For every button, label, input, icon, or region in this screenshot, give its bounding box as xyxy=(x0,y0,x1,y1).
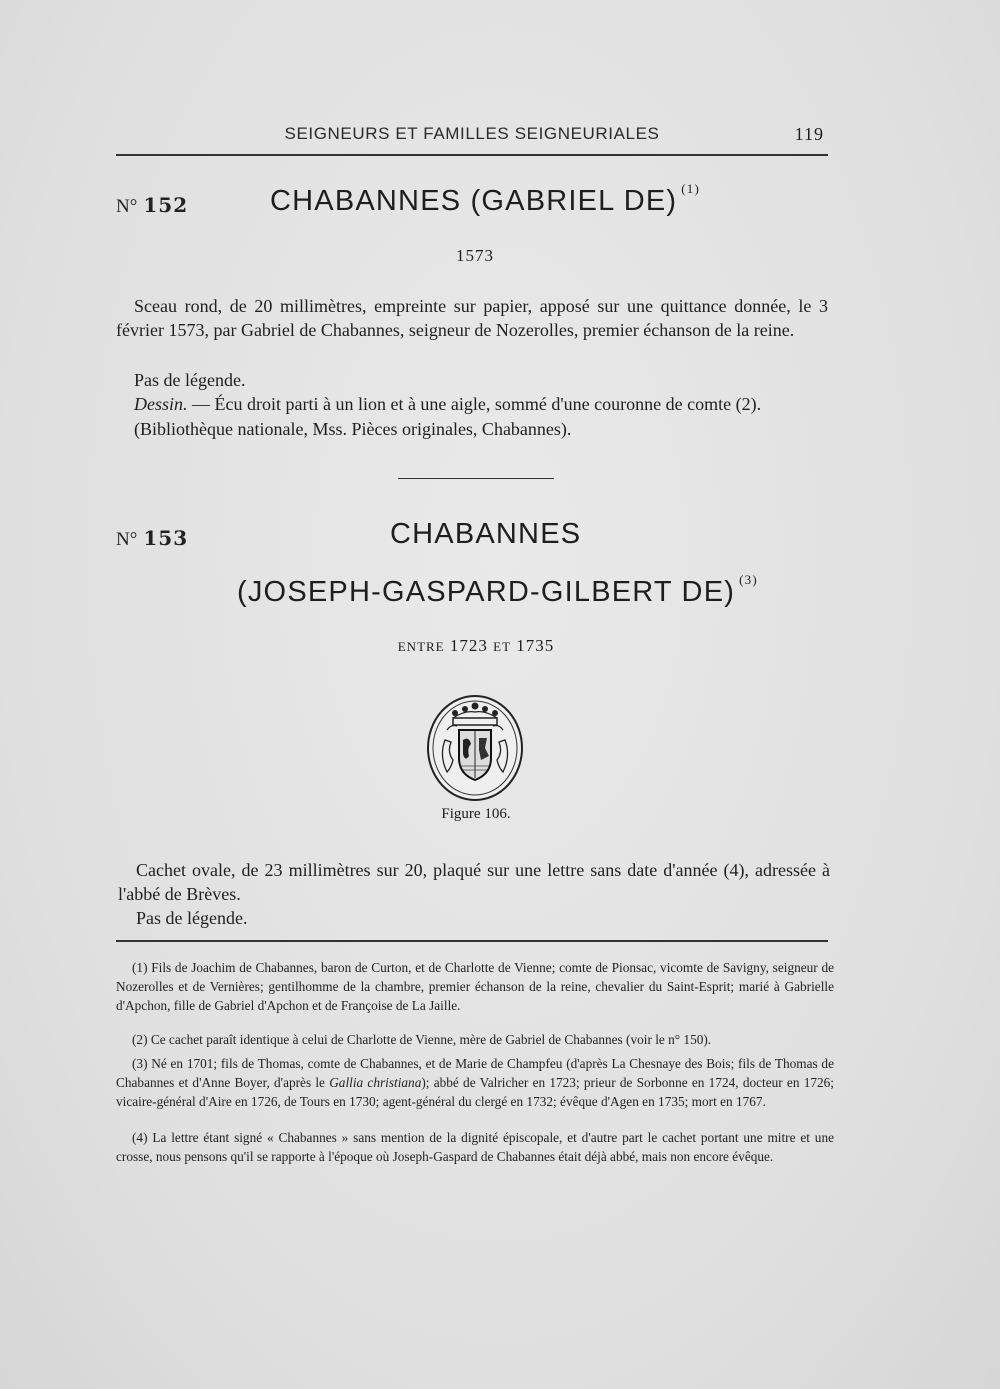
date-middle: ET xyxy=(493,639,512,654)
entry-152-drawing xyxy=(134,392,834,416)
drawing-label: Dessin. xyxy=(134,394,188,414)
shield-icon xyxy=(459,730,491,780)
running-title: SEIGNEURS ET FAMILLES SEIGNEURIALES xyxy=(284,124,660,143)
section-separator xyxy=(398,478,554,479)
footnote-2: (2) Ce cachet paraît identique à celui de Charlotte de Vienne, mère de Gabriel de Chabannes (voir le n° 150). xyxy=(132,1032,712,1047)
entry-152-date: 1573 xyxy=(456,246,494,265)
footnote-3-text-a: (3) Né en 1701; fils de Thomas, comte de Chabannes, et de Marie de Champfeu (d'après La Chesnaye des Bois; fils de Thomas de Chabannes et d'Anne Boyer, d'après le xyxy=(116,1056,834,1090)
entry-number-value: 153 xyxy=(143,526,189,550)
entry-153-legend: Pas de légende. xyxy=(136,908,248,928)
entry-152-description: Sceau rond, de 20 millimètres, empreinte sur papier, apposé sur une quittance donnée, le 3 février 1573, par Gabriel de Chabannes, seigneur de Nozerolles, premier échanson de la reine. xyxy=(116,296,828,340)
seal-figure xyxy=(425,690,525,802)
footnote-3 xyxy=(116,1054,834,1111)
header-rule xyxy=(116,154,828,156)
entry-152-legend: Pas de légende. xyxy=(134,370,246,390)
footnote-3-italic: Gallia christiana xyxy=(329,1075,422,1090)
entry-153-title-line1: CHABANNES xyxy=(390,518,582,550)
entry-153-title-note: (3) xyxy=(739,572,758,587)
entry-153-title-line2 xyxy=(237,572,758,609)
footnote-1: (1) Fils de Joachim de Chabannes, baron de Curton, et de Charlotte de Vienne; comte de Pionsac, vicomte de Savigny, seigneur de Nozerolles et de Vernières; gentilhomme de la chambre, premier échanson de la reine, chevalier du Saint-Esprit; marié à Gabrielle d'Apchon, fille de Gabriel d'Apchon et de Françoise de La Jaille. xyxy=(116,960,834,1013)
drawing-text: — Écu droit parti à un lion et à une aigle, sommé d'une couronne de comte (2). xyxy=(192,394,762,414)
footnotes-rule xyxy=(116,940,828,942)
footnote-3-text-b: ); abbé de Valricher en 1723; prieur de Sorbonne en 1724, docteur en 1726; vicaire-général d'Aire en 1726, de Tours en 1730; agent-général du clergé en 1732; évêque d'Agen en 1735; mort en 1767. xyxy=(116,1075,834,1109)
footnote-4: (4) La lettre étant signé « Chabannes » sans mention de la dignité épiscopale, et d'autre part le cachet portant une mitre et une crosse, nous pensons qu'il se rapporte à l'époque où Joseph-Gaspard de Chabannes était déjà abbé, mais non encore évêque. xyxy=(116,1130,834,1164)
entry-152-number xyxy=(116,193,188,218)
page-number: 119 xyxy=(794,124,824,144)
running-header xyxy=(116,122,828,148)
figure-caption: Figure 106. xyxy=(441,806,511,822)
entry-number-prefix: N° xyxy=(116,529,138,550)
entry-152-source: (Bibliothèque nationale, Mss. Pièces originales, Chabannes). xyxy=(134,419,572,439)
date-prefix: ENTRE xyxy=(397,639,445,654)
entry-152-title-note: (1) xyxy=(681,181,701,196)
entry-number-value: 152 xyxy=(143,193,189,217)
entry-152-title xyxy=(270,181,701,218)
entry-153-date xyxy=(380,636,572,656)
entry-153-title-line2-text: (JOSEPH-GASPARD-GILBERT DE) xyxy=(237,576,736,608)
entry-153-description: Cachet ovale, de 23 millimètres sur 20, plaqué sur une lettre sans date d'année (4), adressée à l'abbé de Brèves. xyxy=(118,860,830,904)
date-start: 1723 xyxy=(449,636,488,655)
entry-number-prefix: N° xyxy=(116,196,138,217)
date-end: 1735 xyxy=(516,636,555,655)
entry-153-number xyxy=(116,526,188,551)
entry-152-title-text: CHABANNES (GABRIEL DE) xyxy=(270,185,678,217)
